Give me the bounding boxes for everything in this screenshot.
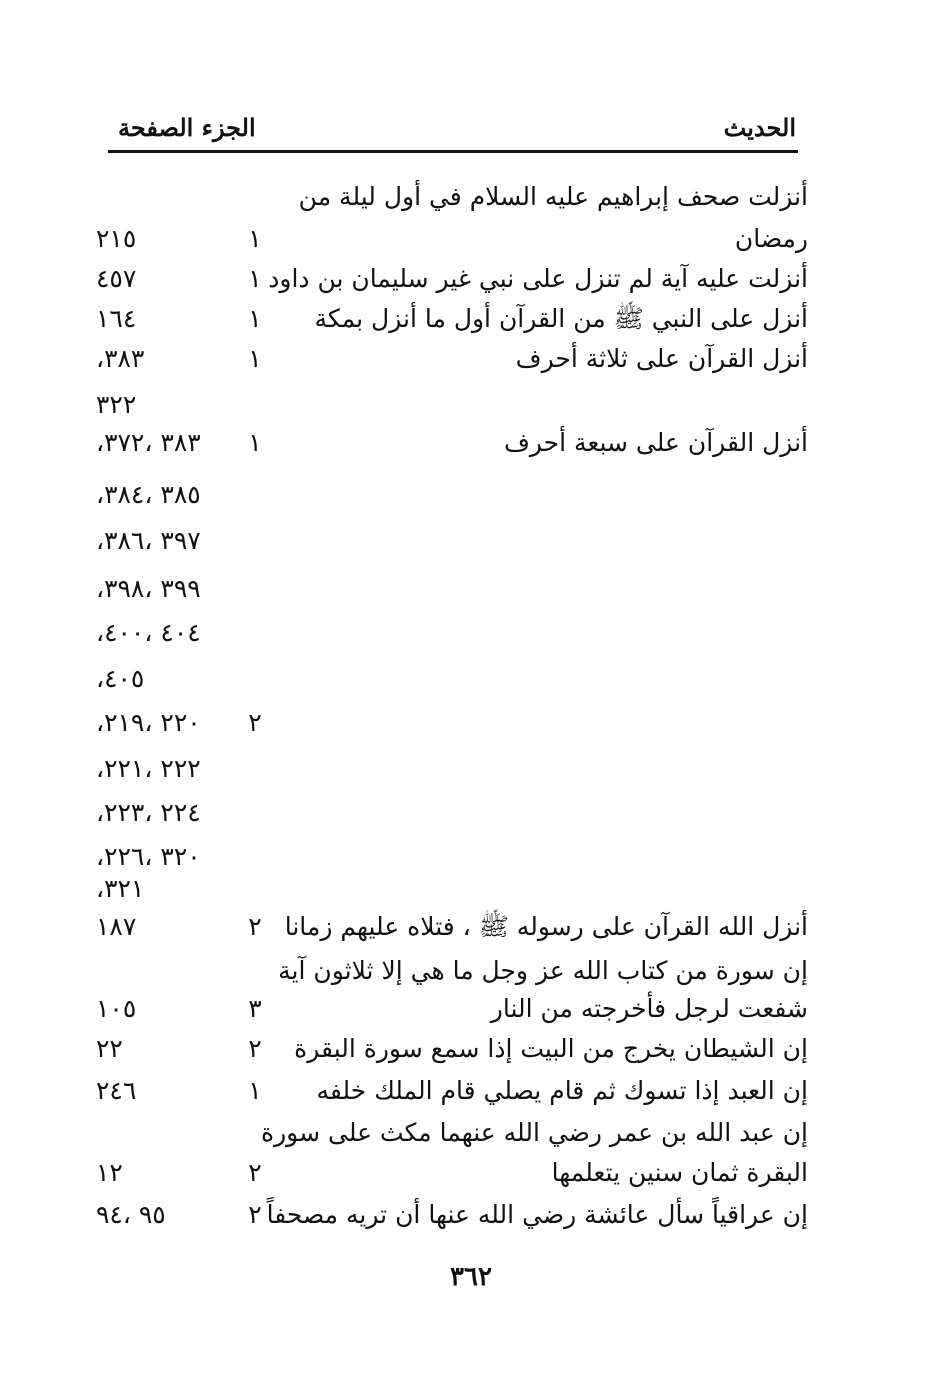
entry-volume: ٢ — [248, 708, 262, 737]
entry-pages: ،٣٨٥ ،٣٨٤ — [96, 480, 201, 509]
entry-volume: ٢ — [248, 1200, 262, 1229]
entry-text: شفعت لرجل فأخرجته من النار — [490, 994, 808, 1023]
entry-pages: ،٣٢٠ ،٢٢٦ — [96, 842, 201, 871]
entry-pages: ٣٢٢ — [96, 390, 137, 419]
page-number: ٣٦٢ — [450, 1262, 492, 1292]
entry-text: أنزلت صحف إبراهيم عليه السلام في أول ليلة من — [298, 182, 808, 211]
entry-pages: ٢٢ — [96, 1034, 123, 1063]
entry-pages: ،٢٢٠ ،٢١٩ — [96, 708, 201, 737]
entry-pages: ١٢ — [96, 1158, 123, 1187]
entry-text: إن سورة من كتاب الله عز وجل ما هي إلا ثلاثون آية — [278, 956, 808, 985]
entry-pages: ،٢٢٢ ،٢٢١ — [96, 754, 201, 783]
entry-text: إن العبد إذا تسوك ثم قام يصلي قام الملك خلفه — [316, 1076, 808, 1105]
entry-pages: ٢١٥ — [96, 224, 137, 253]
entry-pages: ،٤٠٥ — [96, 664, 145, 693]
entry-pages: ١٠٥ — [96, 994, 137, 1023]
entry-pages: ١٦٤ — [96, 304, 137, 333]
column-header-hadith: الحديث — [723, 113, 796, 142]
entry-text: إن الشيطان يخرج من البيت إذا سمع سورة البقرة — [294, 1034, 808, 1063]
entry-text: البقرة ثمان سنين يتعلمها — [551, 1158, 808, 1187]
entry-volume: ١ — [248, 224, 262, 253]
entry-text: أنزلت عليه آية لم تنزل على نبي غير سليمان بن داود — [268, 264, 808, 293]
entry-text: إن عراقياً سأل عائشة رضي الله عنها أن تريه مصحفاً — [266, 1200, 808, 1229]
entry-volume: ٣ — [248, 994, 262, 1023]
column-header-volume: الجزء — [201, 113, 256, 142]
entry-pages: ،٣٩٧ ،٣٨٦ — [96, 526, 201, 555]
entry-pages: ،٣٩٩ ،٣٩٨ — [96, 574, 201, 603]
entry-pages: ٤٥٧ — [96, 264, 137, 293]
entry-pages: ،٣٢١ — [96, 874, 145, 903]
column-header-volume-page — [118, 110, 256, 146]
column-header-page: الصفحة — [118, 113, 194, 142]
entry-volume: ١ — [248, 1076, 262, 1105]
entry-volume: ٢ — [248, 1034, 262, 1063]
header-rule — [108, 150, 798, 153]
entry-pages: ،٣٨٣ — [96, 344, 145, 373]
entry-volume: ٢ — [248, 912, 262, 941]
entry-volume: ٢ — [248, 1158, 262, 1187]
entry-pages: ٢٤٦ — [96, 1076, 137, 1105]
entry-pages: ،٣٨٣ ،٣٧٢ — [96, 428, 201, 457]
entry-volume: ١ — [248, 344, 262, 373]
entry-text: أنزل القرآن على سبعة أحرف — [503, 428, 808, 457]
entry-text: أنزل الله القرآن على رسوله ﷺ ، فتلاه عليهم زمانا — [284, 912, 808, 941]
entry-pages: ٩٥ ،٩٤ — [96, 1200, 166, 1229]
entry-text: إن عبد الله بن عمر رضي الله عنهما مكث على سورة — [261, 1118, 808, 1147]
entry-volume: ١ — [248, 304, 262, 333]
entry-text: رمضان — [734, 224, 808, 253]
entry-pages: ،٤٠٤ ،٤٠٠ — [96, 618, 201, 647]
entry-pages: ١٨٧ — [96, 912, 137, 941]
entry-volume: ١ — [248, 428, 262, 457]
entry-pages: ،٢٢٤ ،٢٢٣ — [96, 798, 201, 827]
entry-volume: ١ — [248, 264, 262, 293]
entry-text: أنزل القرآن على ثلاثة أحرف — [515, 344, 808, 373]
entry-text: أنزل على النبي ﷺ من القرآن أول ما أنزل بمكة — [314, 304, 808, 333]
